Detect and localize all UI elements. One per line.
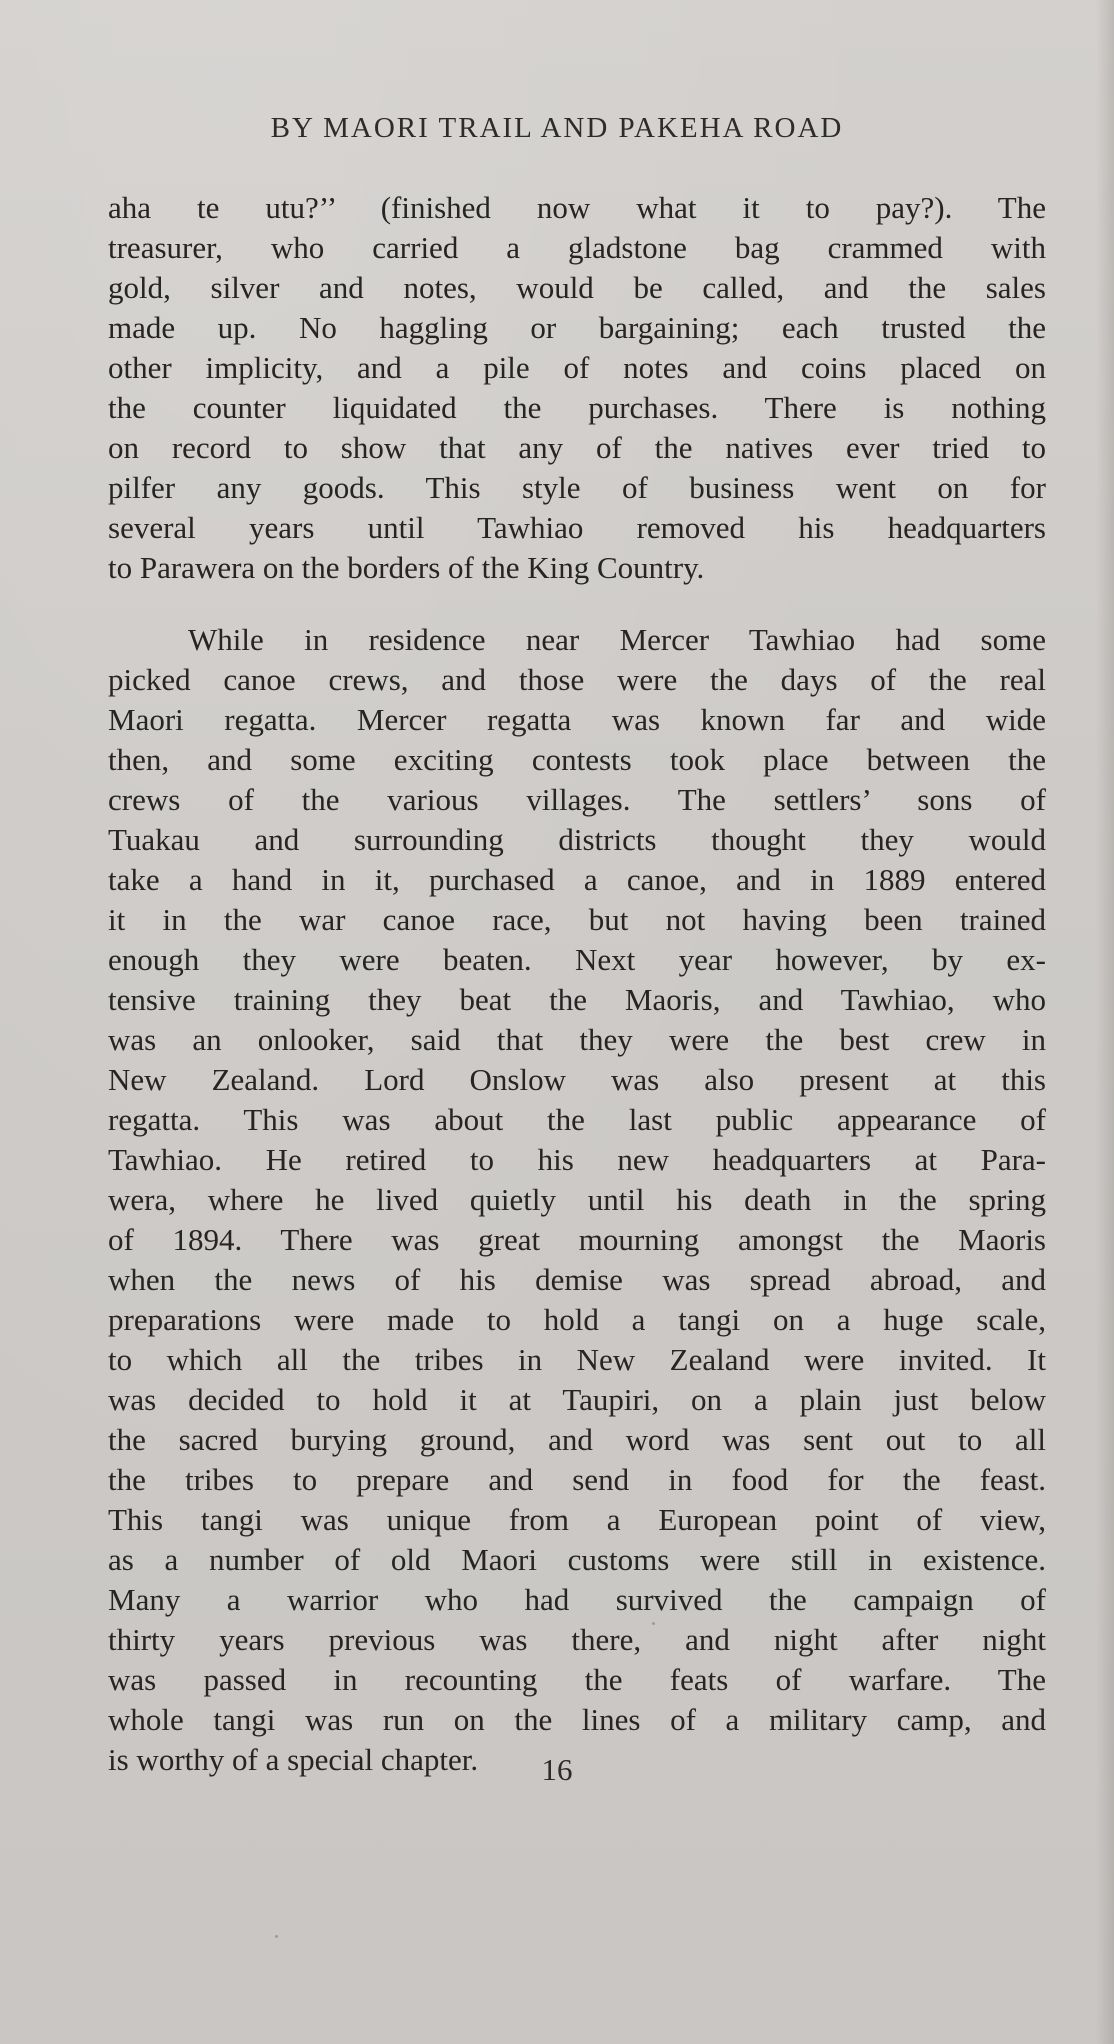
text-line: to which all the tribes in New Zealand were invited. It: [108, 1342, 1046, 1377]
text-line: Maori regatta. Mercer regatta was known far and wide: [108, 702, 1046, 737]
text-line: as a number of old Maori customs were still in existence.: [108, 1542, 1046, 1577]
text-line: is worthy of a special chapter.: [108, 1742, 479, 1777]
text-line: was an onlooker, said that they were the best crew in: [108, 1022, 1046, 1057]
text-line: of 1894. There was great mourning amongst the Maoris: [108, 1222, 1046, 1257]
text-line: picked canoe crews, and those were the days of the real: [108, 662, 1046, 697]
text-line: was decided to hold it at Taupiri, on a plain just below: [108, 1382, 1046, 1417]
text-line: was passed in recounting the feats of warfare. The: [108, 1662, 1046, 1697]
paper-speck: [652, 1622, 655, 1625]
text-line: Many a warrior who had survived the campaign of: [108, 1582, 1046, 1617]
text-line: to Parawera on the borders of the King Country.: [108, 550, 705, 585]
text-line: Tuakau and surrounding districts thought they would: [108, 822, 1046, 857]
text-line: enough they were beaten. Next year however, by ex-: [108, 942, 1046, 977]
text-line: other implicity, and a pile of notes and coins placed on: [108, 350, 1046, 385]
text-line: Tawhiao. He retired to his new headquarters at Para-: [108, 1142, 1046, 1177]
text-line: the sacred burying ground, and word was sent out to all: [108, 1422, 1046, 1457]
text-line: regatta. This was about the last public appearance of: [108, 1102, 1046, 1137]
text-line: gold, silver and notes, would be called, and the sales: [108, 270, 1046, 305]
text-line: it in the war canoe race, but not having been trained: [108, 902, 1046, 937]
text-line: made up. No haggling or bargaining; each trusted the: [108, 310, 1046, 345]
text-line: when the news of his demise was spread abroad, and: [108, 1262, 1046, 1297]
page-edge-shadow: [1096, 0, 1114, 2044]
paragraph-2: [108, 620, 1046, 1780]
page-number: 16: [541, 1752, 573, 1787]
text-line: While in residence near Mercer Tawhiao had some: [188, 622, 1046, 657]
text-line: then, and some exciting contests took place between the: [108, 742, 1046, 777]
text-line: New Zealand. Lord Onslow was also present at this: [108, 1062, 1046, 1097]
text-line: preparations were made to hold a tangi on a huge scale,: [108, 1302, 1046, 1337]
text-line: pilfer any goods. This style of business went on for: [108, 470, 1046, 505]
text-line: tensive training they beat the Maoris, and Tawhiao, who: [108, 982, 1046, 1017]
text-line: the counter liquidated the purchases. There is nothing: [108, 390, 1046, 425]
text-line: This tangi was unique from a European point of view,: [108, 1502, 1046, 1537]
text-line: whole tangi was run on the lines of a military camp, and: [108, 1702, 1046, 1737]
text-line: thirty years previous was there, and night after night: [108, 1622, 1046, 1657]
text-line: on record to show that any of the natives ever tried to: [108, 430, 1046, 465]
text-line: take a hand in it, purchased a canoe, and in 1889 entered: [108, 862, 1046, 897]
text-line: several years until Tawhiao removed his headquarters: [108, 510, 1046, 545]
paper-speck: [275, 1935, 278, 1938]
text-line: the tribes to prepare and send in food for the feast.: [108, 1462, 1046, 1497]
text-line: aha te utu?’’ (finished now what it to pay?). The: [108, 190, 1046, 225]
text-line: wera, where he lived quietly until his death in the spring: [108, 1182, 1046, 1217]
text-line: treasurer, who carried a gladstone bag crammed with: [108, 230, 1046, 265]
paragraph-1: [108, 188, 1046, 588]
running-head: BY MAORI TRAIL AND PAKEHA ROAD: [270, 112, 844, 144]
text-line: crews of the various villages. The settlers’ sons of: [108, 782, 1046, 817]
